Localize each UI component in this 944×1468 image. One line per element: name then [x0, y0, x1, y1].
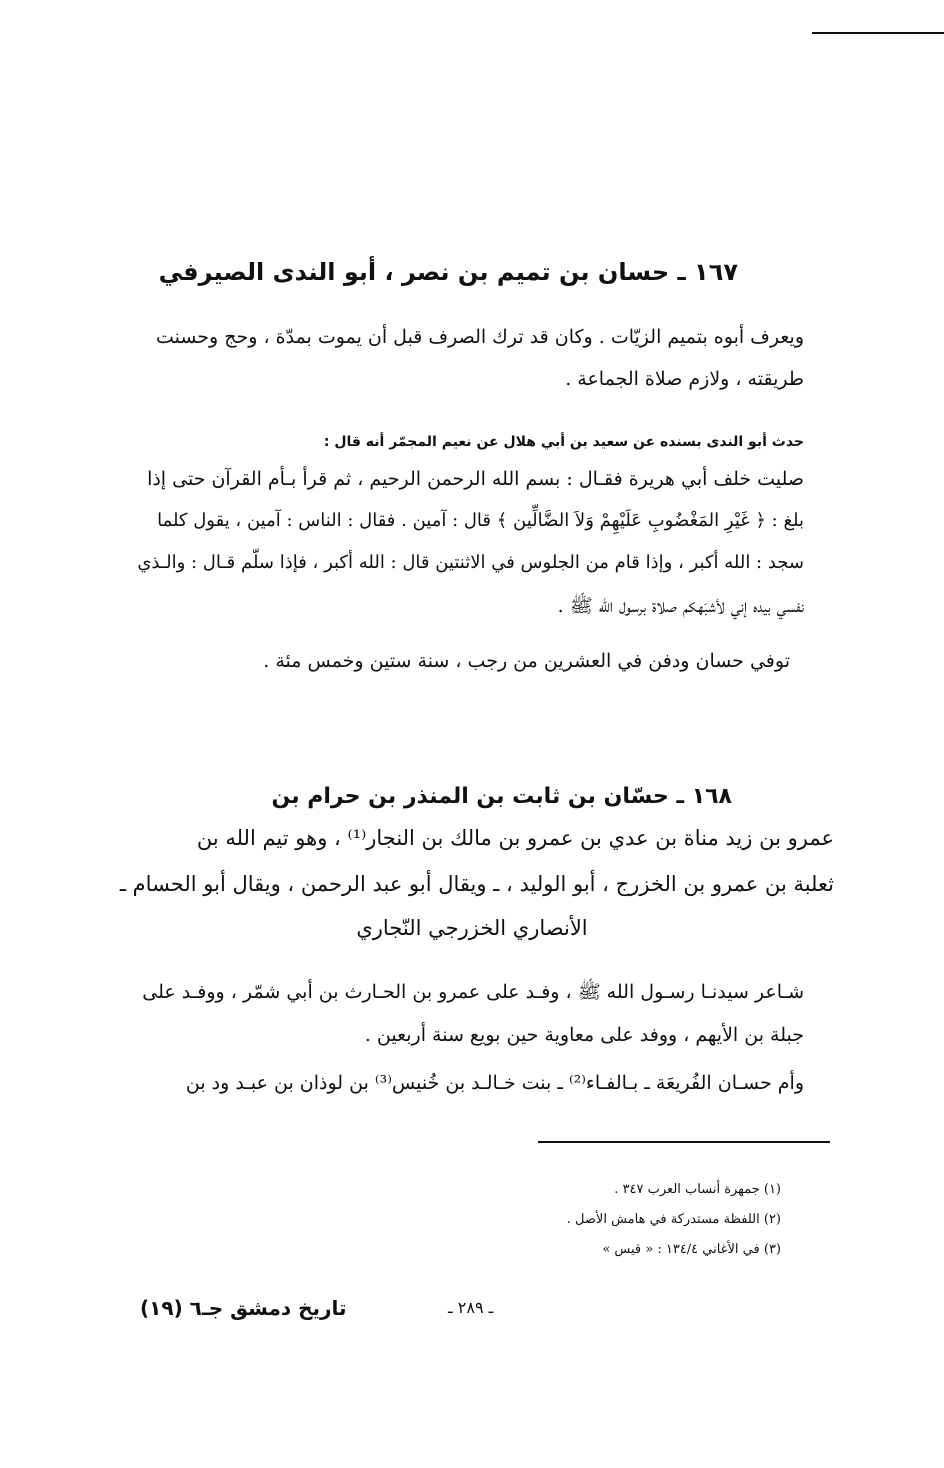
entry-167-death: توفي حسان ودفن في العشرين من رجب ، سنة ستين وخمس مئة .	[263, 650, 790, 672]
entry-168-lineage-line: ثعلبة بن عمرو بن الخزرج ، أبو الوليد ، ـ ويقال أبو عبد الرحمن ، ويقال أبو الحسام ـ	[119, 872, 834, 896]
entry-167-heading: ١٦٧ ـ حسان بن تميم بن نصر ، أبو الندى الصيرفي	[158, 258, 738, 286]
entry-167-line: ويعرف أبوه بتميم الزيّات . وكان قد ترك الصرف قبل أن يموت بمدّة ، وحج وحسنت	[155, 326, 804, 348]
entry-167-isnad: حدث أبو الندى بسنده عن سعيد بن أبي هلال عن نعيم المجمّر أنه قال :	[323, 434, 804, 450]
hadith-line: بلغ : ﴿ غَيْرِ المَغْضُوبِ عَلَيْهِمْ وَلاَ الضَّالِّين ﴾ قال : آمين . فقال : الناس : آمين ، يقول كلما	[157, 510, 804, 531]
page-number: ـ ٢٨٩ ـ	[448, 1298, 494, 1317]
footnote: (٣) في الأغاني ١٣٤/٤ : « قيس »	[602, 1242, 781, 1257]
hadith-line: نفسي بيده إني لأشبَهكم صلاة برسول الله ﷺ .	[557, 595, 804, 617]
hadith-line: سجد : الله أكبر ، وإذا قام من الجلوس في الاثنتين قال : الله أكبر ، فإذا سلّم قـال : والـذي	[137, 552, 804, 573]
footnote-rule	[538, 1141, 830, 1143]
entry-167-line: طريقته ، ولازم صلاة الجماعة .	[565, 368, 804, 390]
entry-168-lineage-line: عمرو بن زيد مناة بن عدي بن عمرو بن مالك بن النجار⁽¹⁾ ، وهو تيم الله بن	[196, 826, 834, 850]
footnote: (٢) اللفظة مستدركة في هامش الأصل .	[566, 1212, 781, 1227]
footnote: (١) جمهرة أنساب العرب ٣٤٧ .	[614, 1182, 781, 1197]
entry-168-heading: ١٦٨ ـ حسّان بن ثابت بن المنذر بن حرام بن	[271, 784, 732, 809]
hadith-line: صليت خلف أبي هريرة فقـال : بسم الله الرحمن الرحيم ، ثم قرأ بـأم القرآن حتى إذا	[147, 468, 804, 490]
book-title-footer: تاريخ دمشق جـ٦ (١٩)	[140, 1296, 347, 1320]
entry-168-lineage-line: الأنصاري الخزرجي النّجاري	[356, 916, 588, 940]
entry-168-mother: وأم حسـان الفُريعَة ـ بـالفـاء⁽²⁾ ـ بنت خـالـد بن خُنيس⁽³⁾ بن لوذان بن عبـد ود بن	[185, 1072, 804, 1094]
entry-168-bio-line: جبلة بن الأيهم ، ووفد على معاوية حين بويع سنة أربعين .	[364, 1024, 804, 1046]
entry-168-bio-line: شـاعر سيدنـا رسـول الله ﷺ ، وفـد على عمرو بن الحـارث بن أبي شمّر ، ووفـد على	[142, 981, 804, 1003]
header-rule	[812, 32, 944, 34]
